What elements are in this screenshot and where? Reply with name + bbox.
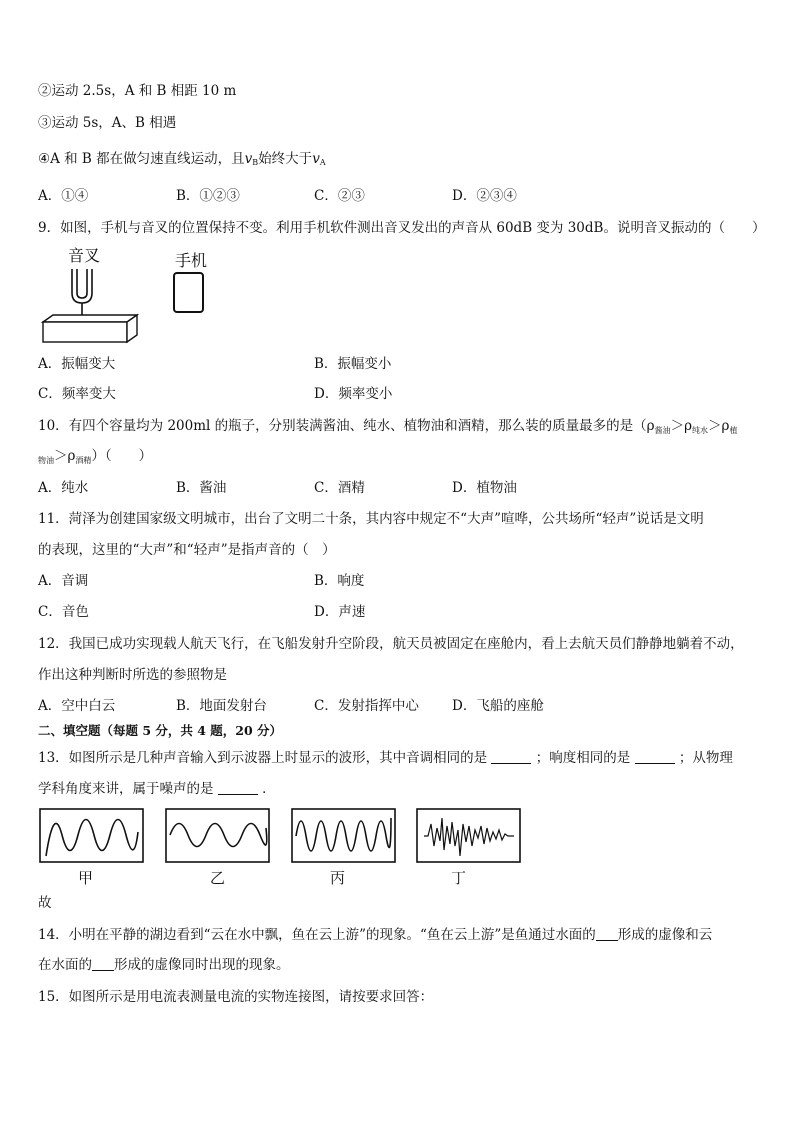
waveform-bing-frame [292,809,395,862]
q9-stem: 9．如图，手机与音叉的位置保持不变。利用手机软件测出音叉发出的声音从 60dB 变为 30dB。说明音叉振动的（ ） [38,220,766,236]
waveform-label-bing: 丙 [330,869,346,887]
phone-icon [174,273,203,312]
q12-option-a: A．空中白云 [38,698,116,714]
wooden-base-icon [43,315,137,342]
q12-option-b: B．地面发射台 [176,698,267,714]
q13-trailing-text: 故 [38,895,52,911]
q14-stem-line1: 14．小明在平静的湖边看到“云在水中飘，鱼在云上游”的现象。“鱼在云上游”是鱼通过水面的 形成的虚像和云 [38,927,713,943]
phone-label: 手机 [175,251,208,270]
waveform-yi-frame [166,809,269,862]
q8-statement-3: ③运动 5s，A、B 相遇 [38,115,177,131]
q13-stem-line1: 13．如图所示是几种声音输入到示波器上时显示的波形，其中音调相同的是 ；响度相同的是 ；从物理 [38,750,733,766]
q11-stem-line2: 的表现，这里的“大声”和“轻声”是指声音的（ ） [38,542,336,558]
q11-option-d: D．声速 [314,604,366,620]
q12-option-d: D．飞船的座舱 [452,698,544,714]
q13-blank-1[interactable] [491,751,531,764]
q14-blank-1[interactable] [596,928,618,941]
q14-blank-2[interactable] [92,958,114,971]
q9-option-b: B．振幅变小 [314,356,392,372]
q13-waveform-figure [38,806,528,888]
tuning-fork-label: 音叉 [68,246,101,265]
q10-option-a: A．纯水 [38,480,89,496]
q8-option-b: B．①②③ [176,188,240,204]
waveform-label-yi: 乙 [210,869,226,887]
tuning-fork-icon [72,269,92,315]
q10-option-b: B．酱油 [176,480,227,496]
q8-statement-2: ②运动 2.5s，A 和 B 相距 10 m [38,83,237,99]
q11-option-a: A．音调 [38,573,89,589]
q10-option-d: D．植物油 [452,480,517,496]
q10-stem-line1: 10．有四个容量均为 200ml 的瓶子，分别装满酱油、纯水、植物油和酒精，那么装的质量最多的是（$\rho_{酱油}>\rho_{纯水}>\rho_植$ [38,418,738,435]
q8-statement-4: ④A 和 B 都在做匀速直线运动，且$v_B$始终大于$v_A$ [38,151,326,167]
q15-stem: 15．如图所示是用电流表测量电流的实物连接图，请按要求回答： [38,989,434,1005]
section-heading-fill-in: 二、填空题（每题 5 分，共 4 题，20 分） [38,723,283,738]
q11-option-b: B．响度 [314,573,365,589]
q8-option-a: A．①④ [38,188,89,204]
q11-stem-line1: 11．菏泽为创建国家级文明城市，出台了文明二十条，其内容中规定不“大声”喧哗，公共场所“轻声”说话是文明 [38,511,704,527]
q10-stem-line2: $_{物油}>\rho_{酒精}$）（ ） [38,448,153,465]
q12-stem-line1: 12．我国已成功实现载人航天飞行，在飞船发射升空阶段，航天员被固定在座舱内，看上去航天员们静静地躺着不动， [38,636,744,652]
q10-option-c: C．酒精 [314,480,365,496]
waveform-label-jia: 甲 [78,869,94,887]
q9-option-c: C．频率变大 [38,386,116,402]
q12-option-c: C．发射指挥中心 [314,698,419,714]
q8-option-d: D．②③④ [452,188,517,204]
waveform-label-ding: 丁 [451,869,467,887]
q13-blank-2[interactable] [635,751,675,764]
q9-figure [40,243,220,345]
q14-stem-line2: 在水面的 形成的虚像同时出现的现象。 [38,957,290,973]
q11-option-c: C．音色 [38,604,89,620]
q9-option-a: A．振幅变大 [38,356,116,372]
q8-option-c: C．②③ [314,188,365,204]
waveform-jia-frame [40,809,143,862]
q12-stem-line2: 作出这种判断时所选的参照物是 [38,667,227,683]
q13-stem-line2: 学科角度来讲，属于噪声的是 ． [38,781,276,797]
q13-blank-3[interactable] [218,782,258,795]
q9-option-d: D．频率变小 [314,386,393,402]
